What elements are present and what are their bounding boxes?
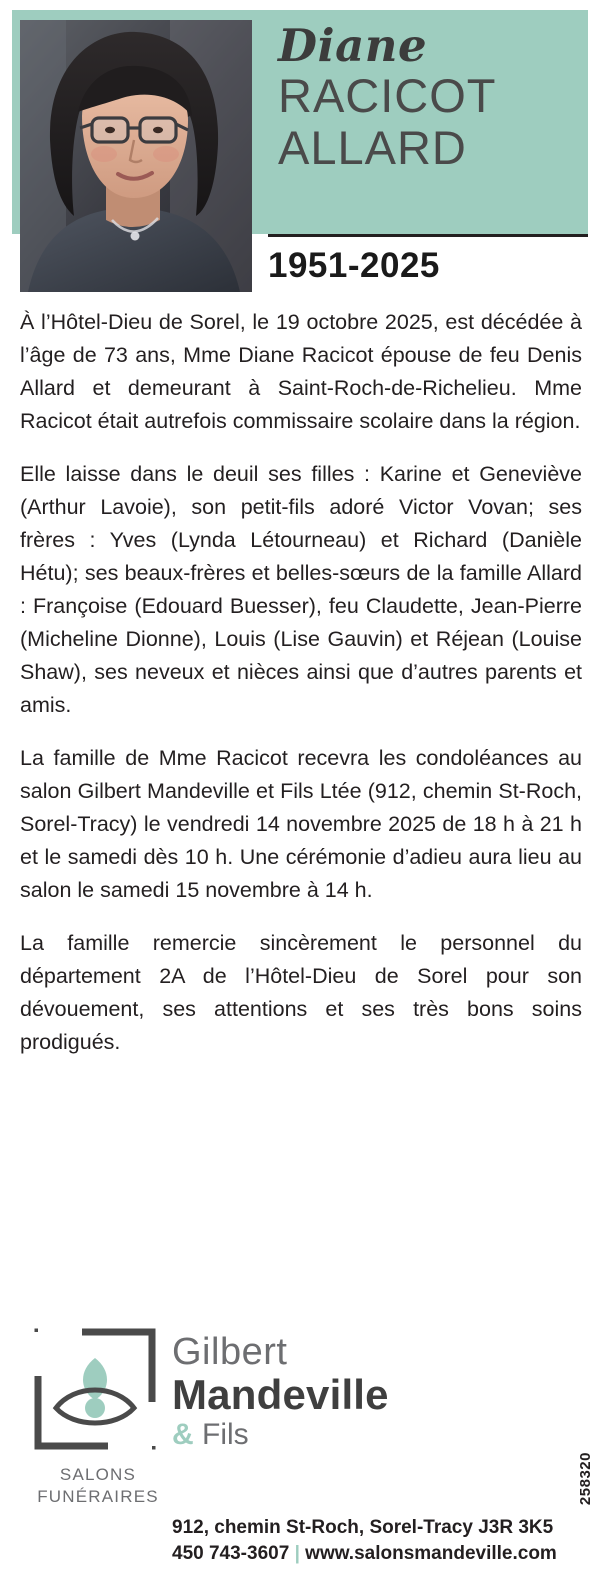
paragraph-4: La famille remercie sincèrement le personnel du département 2A de l’Hôtel-Dieu de Sorel pour son dévouement, ses attentions et ses très bons soins prodigués. (20, 931, 582, 1054)
funeral-home-footer (0, 1314, 600, 1579)
paragraph-1: À l’Hôtel-Dieu de Sorel, le 19 octobre 2025, est décédée à l’âge de 73 ans, Mme Diane Racicot épouse de feu Denis Allard et demeurant à Saint-Roch-de-Richelieu. Mme Racicot était autrefois commissaire scolaire dans la région. (20, 310, 582, 433)
deceased-name (278, 19, 584, 174)
contact-info (172, 1515, 560, 1567)
contact-separator: | (294, 1543, 300, 1564)
contact-website[interactable]: www.salonsmandeville.com (305, 1543, 557, 1564)
brand-line-1: Gilbert (172, 1331, 288, 1373)
paragraph-2: Elle laisse dans le deuil ses filles : Karine et Geneviève (Arthur Lavoie), son petit-fils adoré Victor Vovan; ses frères : Yves (Lynda Létourneau) et Richard (Danièle Hétu); ses beaux-frères et belles-sœurs de la famille Allard : Françoise (Edouard Buesser), feu Claudette, Jean-Pierre (Micheline Dionne), Louis (Lise Gauvin) et Réjean (Louise Shaw), ses neveux et nièces ainsi que d’autres parents et amis. (20, 462, 582, 717)
funeral-home-logo-icon (30, 1324, 160, 1454)
brand-line-3 (172, 1418, 389, 1452)
contact-phone[interactable]: 450 743-3607 (172, 1543, 290, 1564)
portrait-photo (20, 20, 252, 292)
obituary-body (20, 306, 582, 1059)
contact-address: 912, chemin St-Roch, Sorel-Tracy J3R 3K5 (172, 1517, 554, 1538)
last-name-line-2: ALLARD (278, 121, 467, 174)
brand-name (172, 1332, 389, 1452)
portrait-image (20, 20, 252, 292)
reference-number: 258320 (577, 1451, 594, 1505)
life-dates-strip (268, 234, 588, 290)
notice-header (0, 0, 600, 300)
logo-subtitle (28, 1464, 168, 1508)
first-name: Diane (278, 19, 428, 72)
paragraph-3: La famille de Mme Racicot recevra les condoléances au salon Gilbert Mandeville et Fils Ltée (912, chemin St-Roch, Sorel-Tracy) le vendredi 14 novembre 2025 de 18 h à 21 h et le samedi dès 10 h. Une cérémonie d’adieu aura lieu au salon le samedi 15 novembre à 14 h. (20, 746, 582, 902)
life-dates: 1951-2025 (268, 245, 440, 285)
logo-subtitle-line-1: SALONS (59, 1465, 137, 1484)
logo-subtitle-line-2: FUNÉRAIRES (37, 1487, 159, 1506)
contact-line-2 (172, 1541, 560, 1567)
brand-ampersand: & (172, 1418, 194, 1451)
brand-line-3-text: Fils (202, 1418, 249, 1451)
last-name-line-1: RACICOT (278, 69, 497, 122)
brand-line-2: Mandeville (172, 1371, 389, 1418)
